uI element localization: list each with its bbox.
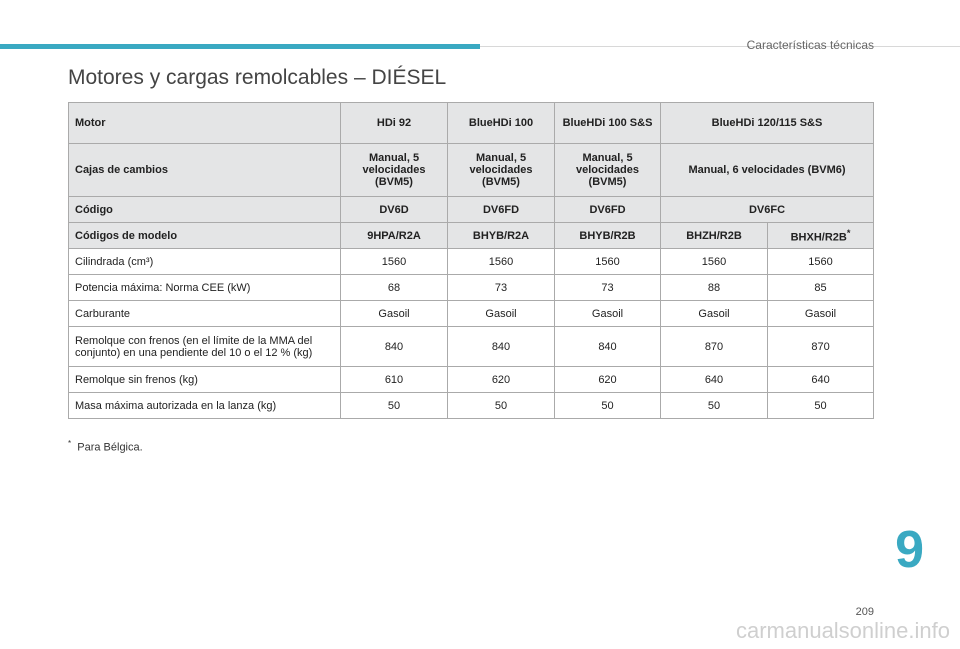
header-accent-bar (0, 44, 480, 49)
table-row (69, 144, 874, 197)
table-row (69, 103, 874, 144)
footnote-mark: * (846, 227, 851, 238)
table-cell: 640 (768, 367, 874, 393)
motor-cell: BlueHDi 100 S&S (555, 103, 661, 144)
watermark: carmanualsonline.info (735, 618, 950, 643)
motor-cell: BlueHDi 120/115 S&S (661, 103, 874, 144)
table-cell: 1560 (661, 249, 768, 275)
table-cell: 50 (341, 393, 448, 419)
table-cell: 85 (768, 275, 874, 301)
table-row (69, 393, 874, 419)
table-cell: Gasoil (768, 301, 874, 327)
row-label-motor: Motor (69, 103, 341, 144)
modelo-cell: 9HPA/R2A (341, 223, 448, 249)
table-cell: 870 (768, 327, 874, 367)
table-cell: 870 (661, 327, 768, 367)
table-cell: 73 (555, 275, 661, 301)
table-row (69, 197, 874, 223)
modelo-cell: BHZH/R2B (661, 223, 768, 249)
footnote-mark: * (68, 439, 72, 448)
row-label-codigo: Código (69, 197, 341, 223)
table-cell: 88 (661, 275, 768, 301)
row-label: Cilindrada (cm³) (69, 249, 341, 275)
row-label: Remolque con frenos (en el límite de la MMA del conjunto) en una pendiente del 10 o el 12 % (kg) (69, 327, 341, 367)
footnote (68, 439, 143, 454)
codigo-cell: DV6D (341, 197, 448, 223)
footnote-text: Para Bélgica. (77, 441, 143, 454)
chapter-number: 9 (895, 521, 924, 579)
codigo-cell: DV6FD (448, 197, 555, 223)
cajas-cell: Manual, 5 velocidades (BVM5) (341, 144, 448, 197)
header-rule (480, 46, 960, 47)
table-cell: Gasoil (341, 301, 448, 327)
row-label-modelos: Códigos de modelo (69, 223, 341, 249)
modelo-value: BHXH/R2B (790, 231, 847, 244)
modelo-cell: BHYB/R2B (555, 223, 661, 249)
table-cell: Gasoil (448, 301, 555, 327)
table-row (69, 301, 874, 327)
table-cell: Gasoil (661, 301, 768, 327)
row-label: Potencia máxima: Norma CEE (kW) (69, 275, 341, 301)
table-cell: 840 (448, 327, 555, 367)
table-cell: 1560 (555, 249, 661, 275)
table-row (69, 223, 874, 249)
table-cell: 50 (768, 393, 874, 419)
table-cell: 68 (341, 275, 448, 301)
modelo-cell (768, 223, 874, 249)
table-cell: 50 (448, 393, 555, 419)
motor-cell: HDi 92 (341, 103, 448, 144)
cajas-cell: Manual, 5 velocidades (BVM5) (448, 144, 555, 197)
row-label: Carburante (69, 301, 341, 327)
page-title: Motores y cargas remolcables – DIÉSEL (68, 66, 447, 89)
row-label-cajas: Cajas de cambios (69, 144, 341, 197)
row-label: Masa máxima autorizada en la lanza (kg) (69, 393, 341, 419)
section-title: Características técnicas (746, 38, 874, 52)
table-cell: 50 (555, 393, 661, 419)
cajas-cell: Manual, 5 velocidades (BVM5) (555, 144, 661, 197)
table-row (69, 249, 874, 275)
table-row (69, 367, 874, 393)
table-cell: 840 (555, 327, 661, 367)
table-cell: 1560 (341, 249, 448, 275)
table-cell: 1560 (448, 249, 555, 275)
codigo-cell: DV6FC (661, 197, 874, 223)
table-cell: 1560 (768, 249, 874, 275)
table-row (69, 327, 874, 367)
motor-cell: BlueHDi 100 (448, 103, 555, 144)
table-cell: 620 (555, 367, 661, 393)
table-cell: Gasoil (555, 301, 661, 327)
table-cell: 50 (661, 393, 768, 419)
cajas-cell: Manual, 6 velocidades (BVM6) (661, 144, 874, 197)
table-cell: 640 (661, 367, 768, 393)
table-cell: 610 (341, 367, 448, 393)
table-cell: 73 (448, 275, 555, 301)
table-cell: 840 (341, 327, 448, 367)
page-number: 209 (855, 606, 874, 618)
specs-table (68, 102, 874, 419)
table-cell: 620 (448, 367, 555, 393)
row-label: Remolque sin frenos (kg) (69, 367, 341, 393)
modelo-cell: BHYB/R2A (448, 223, 555, 249)
codigo-cell: DV6FD (555, 197, 661, 223)
table-row (69, 275, 874, 301)
